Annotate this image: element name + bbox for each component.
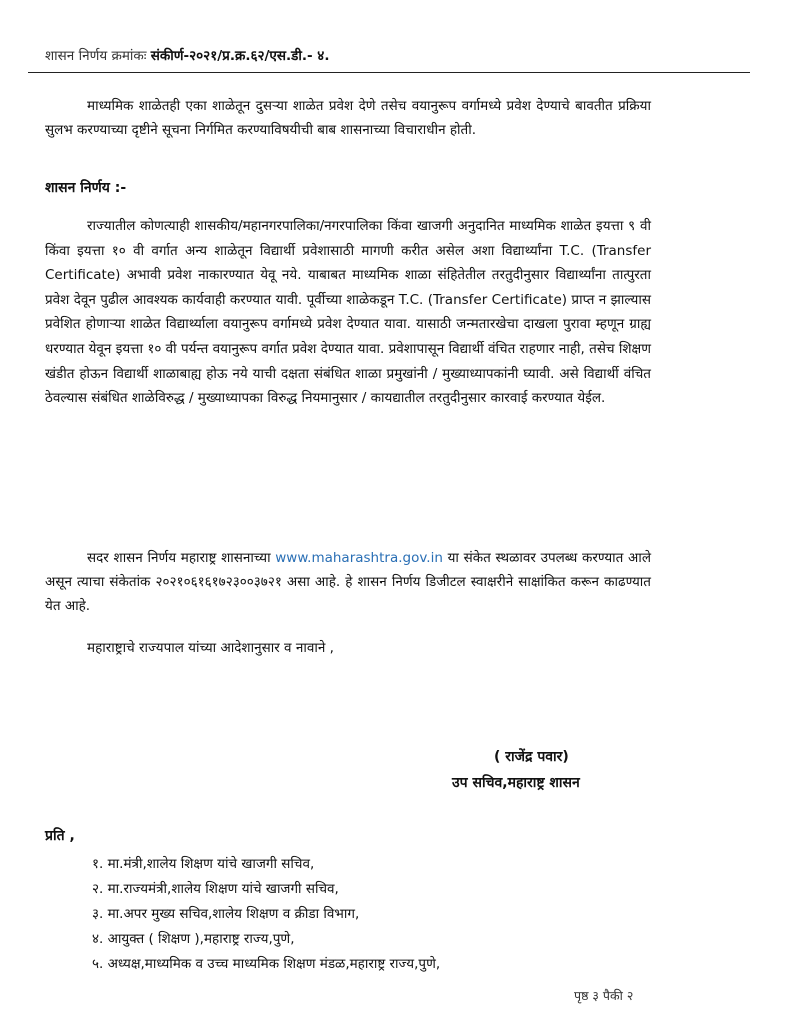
governor-order-line [45,636,651,660]
recipient-item: २. मा.राज्यमंत्री,शालेय शिक्षण यांचे खाजगी सचिव, [92,881,339,897]
decision-text: राज्यातील कोणत्याही शासकीय/महानगरपालिका/नगरपालिका किंवा खाजगी अनुदानित माध्यमिक शाळेत इयत्ता ९ वी किंवा इयत्ता १० वी वर्गात अन्य शाळेतून विद्यार्थी प्रवेशासाठी मागणी करीत असेल अशा विद्यार्थ्यांना T.C. (Transfer Certificate) अभावी प्रवेश नाकारण्यात येवू नये. याबाबत माध्यमिक शाळा संहितेतील तरतुदीनुसार विद्यार्थ्यांना तात्पुरता प्रवेश देवून पुढील आवश्यक कार्यवाही करण्यात यावी. पूर्वीच्या शाळेकडून T.C. (Transfer Certificate) प्राप्त न झाल्यास प्रवेशित होणाऱ्या शाळेत विद्यार्थ्याला वयानुरूप वर्गामध्ये प्रवेश देण्यात यावा. यासाठी जन्मतारखेचा दाखला पुरावा म्हणून ग्राह्य धरण्यात येवून इयत्ता १० वी पर्यन्त वयानुरूप वर्गात प्रवेश देण्यात यावा. प्रवेशापासून विद्यार्थी वंचित राहणार नाही, तसेच शिक्षण खंडीत होऊन विद्यार्थी शाळाबाह्य होऊ नये याची दक्षता संबंधित शाळा प्रमुखांनी / मुख्याध्यापकांनी घ्यावी. असे विद्यार्थी वंचित ठेवल्यास संबंधित शाळेविरुद्ध / मुख्याध्यापका विरुद्ध नियमानुसार / कायद्यातील तरतुदीनुसार कारवाई करण्यात येईल. [45,218,651,407]
website-link[interactable]: www.maharashtra.gov.in [275,550,443,566]
website-text-after: या संकेत स्थळावर उपलब्ध करण्यात आले असून त्याचा संकेतांक २०२१०६१६१७२३००३७२१ असा आहे. हे शासन निर्णय डिजीटल स्वाक्षरीने साक्षांकित करून काढण्यात येत आहे. [45,550,651,614]
recipient-item: ५. अध्यक्ष,माध्यमिक व उच्च माध्यमिक शिक्षण मंडळ,महाराष्ट्र राज्य,पुणे, [92,956,441,972]
intro-text: माध्यमिक शाळेतही एका शाळेतून दुसऱ्या शाळेत प्रवेश देणे तसेच वयानुरूप वर्गामध्ये प्रवेश देण्याचे बावतीत प्रक्रिया सुलभ करण्याच्या दृष्टीने सूचना निर्गमित करण्याविषयीची बाब शासनाच्या विचाराधीन होती. [45,98,651,138]
recipient-list [92,852,440,977]
signatory-designation: उप सचिव,महाराष्ट्र शासन [452,775,580,791]
recipient-item: १. मा.मंत्री,शालेय शिक्षण यांचे खाजगी सचिव, [92,856,315,872]
signatory-name: ( राजेंद्र पवार) [494,749,569,765]
recipient-item: ४. आयुक्त ( शिक्षण ),महाराष्ट्र राज्य,पुणे, [92,931,295,947]
governor-order-text: महाराष्ट्राचे राज्यपाल यांच्या आदेशानुसार व नावाने , [87,640,334,656]
intro-paragraph [45,94,651,142]
website-paragraph [45,546,651,618]
gr-number: संकीर्ण-२०२१/प्र.क्र.६२/एस.डी.- ४. [150,48,330,64]
website-text-before: सदर शासन निर्णय महाराष्ट्र शासनाच्या [87,550,276,566]
section-heading: शासन निर्णय :- [45,180,127,196]
document-header [45,46,745,64]
recipient-item: ३. मा.अपर मुख्य सचिव,शालेय शिक्षण व क्रीडा विभाग, [92,906,360,922]
header-prefix: शासन निर्णय क्रमांकः [45,48,151,64]
copy-to-heading: प्रति , [45,828,75,844]
header-rule [28,72,750,73]
decision-paragraph [45,214,651,411]
page-number: पृष्ठ ३ पैकी २ [574,988,634,1003]
